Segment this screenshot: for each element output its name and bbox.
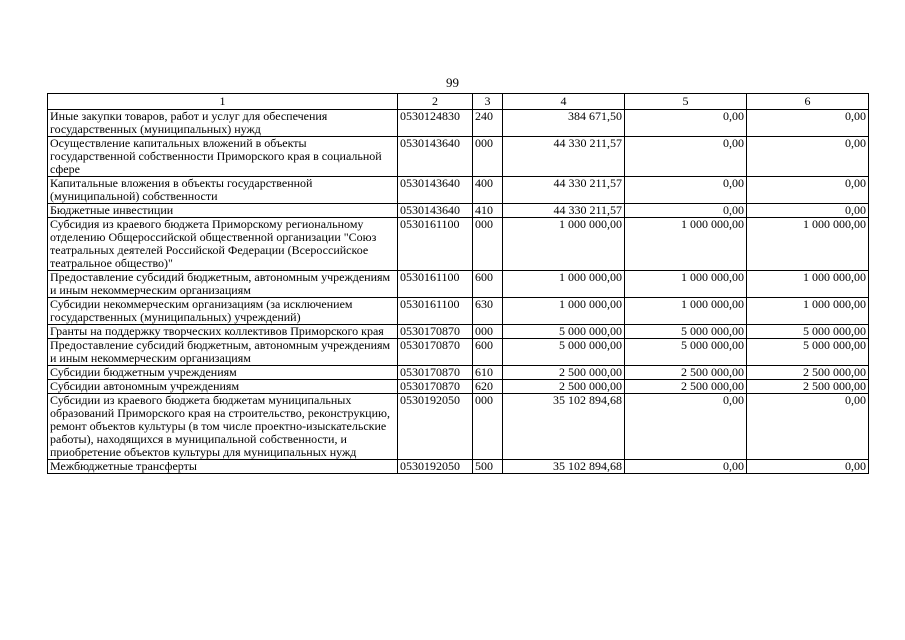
row-name: Предоставление субсидий бюджетным, автономным учреждениям и иным некоммерческим организациям (48, 271, 398, 298)
row-value-col5: 5 000 000,00 (625, 339, 747, 366)
row-name: Межбюджетные трансферты (48, 460, 398, 474)
row-expense-type: 000 (473, 137, 503, 177)
header-cell: 3 (473, 94, 503, 110)
row-name: Бюджетные инвестиции (48, 204, 398, 218)
row-name: Осуществление капитальных вложений в объекты государственной собственности Приморского края в социальной сфере (48, 137, 398, 177)
table-row (48, 137, 869, 177)
table-row (48, 110, 869, 137)
row-value-col4: 35 102 894,68 (503, 460, 625, 474)
row-value-col4: 5 000 000,00 (503, 339, 625, 366)
row-code: 0530143640 (398, 137, 473, 177)
row-value-col4: 44 330 211,57 (503, 204, 625, 218)
table-row (48, 204, 869, 218)
header-cell: 4 (503, 94, 625, 110)
page-number: 99 (446, 75, 459, 90)
row-code: 0530143640 (398, 177, 473, 204)
table-row (48, 339, 869, 366)
row-value-col4: 1 000 000,00 (503, 271, 625, 298)
row-value-col5: 2 500 000,00 (625, 366, 747, 380)
row-value-col6: 1 000 000,00 (747, 298, 869, 325)
row-expense-type: 600 (473, 271, 503, 298)
row-expense-type: 610 (473, 366, 503, 380)
row-value-col4: 1 000 000,00 (503, 298, 625, 325)
row-value-col4: 2 500 000,00 (503, 366, 625, 380)
row-expense-type: 500 (473, 460, 503, 474)
header-cell: 2 (398, 94, 473, 110)
row-code: 0530192050 (398, 394, 473, 460)
row-expense-type: 000 (473, 394, 503, 460)
row-value-col5: 5 000 000,00 (625, 325, 747, 339)
row-name: Субсидии бюджетным учреждениям (48, 366, 398, 380)
row-value-col4: 44 330 211,57 (503, 177, 625, 204)
row-code: 0530170870 (398, 366, 473, 380)
row-name: Капитальные вложения в объекты государственной (муниципальной) собственности (48, 177, 398, 204)
row-expense-type: 620 (473, 380, 503, 394)
row-name: Субсидия из краевого бюджета Приморскому региональному отделению Общероссийской общественной организации "Союз театральных деятелей Российской Федерации (Всероссийское театральное общество)" (48, 218, 398, 271)
row-code: 0530170870 (398, 380, 473, 394)
row-code: 0530170870 (398, 339, 473, 366)
row-name: Субсидии из краевого бюджета бюджетам муниципальных образований Приморского края на строительство, реконструкцию, ремонт объектов культуры (в том числе проектно-изыскательские работы), находящихся в муниципальной собственности, и приобретение объектов культуры для муниципальных нужд (48, 394, 398, 460)
row-value-col5: 2 500 000,00 (625, 380, 747, 394)
row-expense-type: 410 (473, 204, 503, 218)
header-cell: 6 (747, 94, 869, 110)
row-name: Иные закупки товаров, работ и услуг для обеспечения государственных (муниципальных) нужд (48, 110, 398, 137)
row-value-col4: 384 671,50 (503, 110, 625, 137)
row-value-col5: 1 000 000,00 (625, 218, 747, 271)
row-value-col6: 0,00 (747, 460, 869, 474)
row-value-col6: 0,00 (747, 110, 869, 137)
row-expense-type: 630 (473, 298, 503, 325)
header-cell: 5 (625, 94, 747, 110)
row-expense-type: 400 (473, 177, 503, 204)
row-name: Субсидии автономным учреждениям (48, 380, 398, 394)
row-code: 0530192050 (398, 460, 473, 474)
row-value-col4: 5 000 000,00 (503, 325, 625, 339)
row-value-col5: 0,00 (625, 204, 747, 218)
row-value-col6: 0,00 (747, 204, 869, 218)
row-value-col4: 1 000 000,00 (503, 218, 625, 271)
row-expense-type: 000 (473, 325, 503, 339)
row-code: 0530161100 (398, 271, 473, 298)
table-row (48, 380, 869, 394)
row-value-col4: 2 500 000,00 (503, 380, 625, 394)
row-value-col6: 2 500 000,00 (747, 380, 869, 394)
header-cell: 1 (48, 94, 398, 110)
row-value-col6: 0,00 (747, 137, 869, 177)
row-code: 0530161100 (398, 218, 473, 271)
row-value-col6: 1 000 000,00 (747, 218, 869, 271)
row-expense-type: 000 (473, 218, 503, 271)
row-value-col4: 44 330 211,57 (503, 137, 625, 177)
row-value-col5: 1 000 000,00 (625, 298, 747, 325)
row-name: Субсидии некоммерческим организациям (за исключением государственных (муниципальных) учреждений) (48, 298, 398, 325)
row-name: Предоставление субсидий бюджетным, автономным учреждениям и иным некоммерческим организациям (48, 339, 398, 366)
row-code: 0530170870 (398, 325, 473, 339)
table-row (48, 366, 869, 380)
row-value-col5: 0,00 (625, 137, 747, 177)
row-value-col5: 0,00 (625, 177, 747, 204)
row-expense-type: 240 (473, 110, 503, 137)
row-value-col5: 0,00 (625, 394, 747, 460)
row-value-col6: 0,00 (747, 394, 869, 460)
table-row (48, 177, 869, 204)
table-header-row (48, 94, 869, 110)
row-value-col5: 0,00 (625, 110, 747, 137)
budget-table (47, 93, 869, 474)
row-value-col6: 2 500 000,00 (747, 366, 869, 380)
row-value-col5: 0,00 (625, 460, 747, 474)
row-value-col6: 1 000 000,00 (747, 271, 869, 298)
row-value-col6: 5 000 000,00 (747, 339, 869, 366)
table-row (48, 325, 869, 339)
table-row (48, 271, 869, 298)
row-code: 0530161100 (398, 298, 473, 325)
table-row (48, 298, 869, 325)
row-value-col4: 35 102 894,68 (503, 394, 625, 460)
row-value-col6: 0,00 (747, 177, 869, 204)
table-row (48, 394, 869, 460)
row-expense-type: 600 (473, 339, 503, 366)
row-name: Гранты на поддержку творческих коллективов Приморского края (48, 325, 398, 339)
row-value-col6: 5 000 000,00 (747, 325, 869, 339)
table-row (48, 218, 869, 271)
row-value-col5: 1 000 000,00 (625, 271, 747, 298)
table-row (48, 460, 869, 474)
row-code: 0530143640 (398, 204, 473, 218)
row-code: 0530124830 (398, 110, 473, 137)
